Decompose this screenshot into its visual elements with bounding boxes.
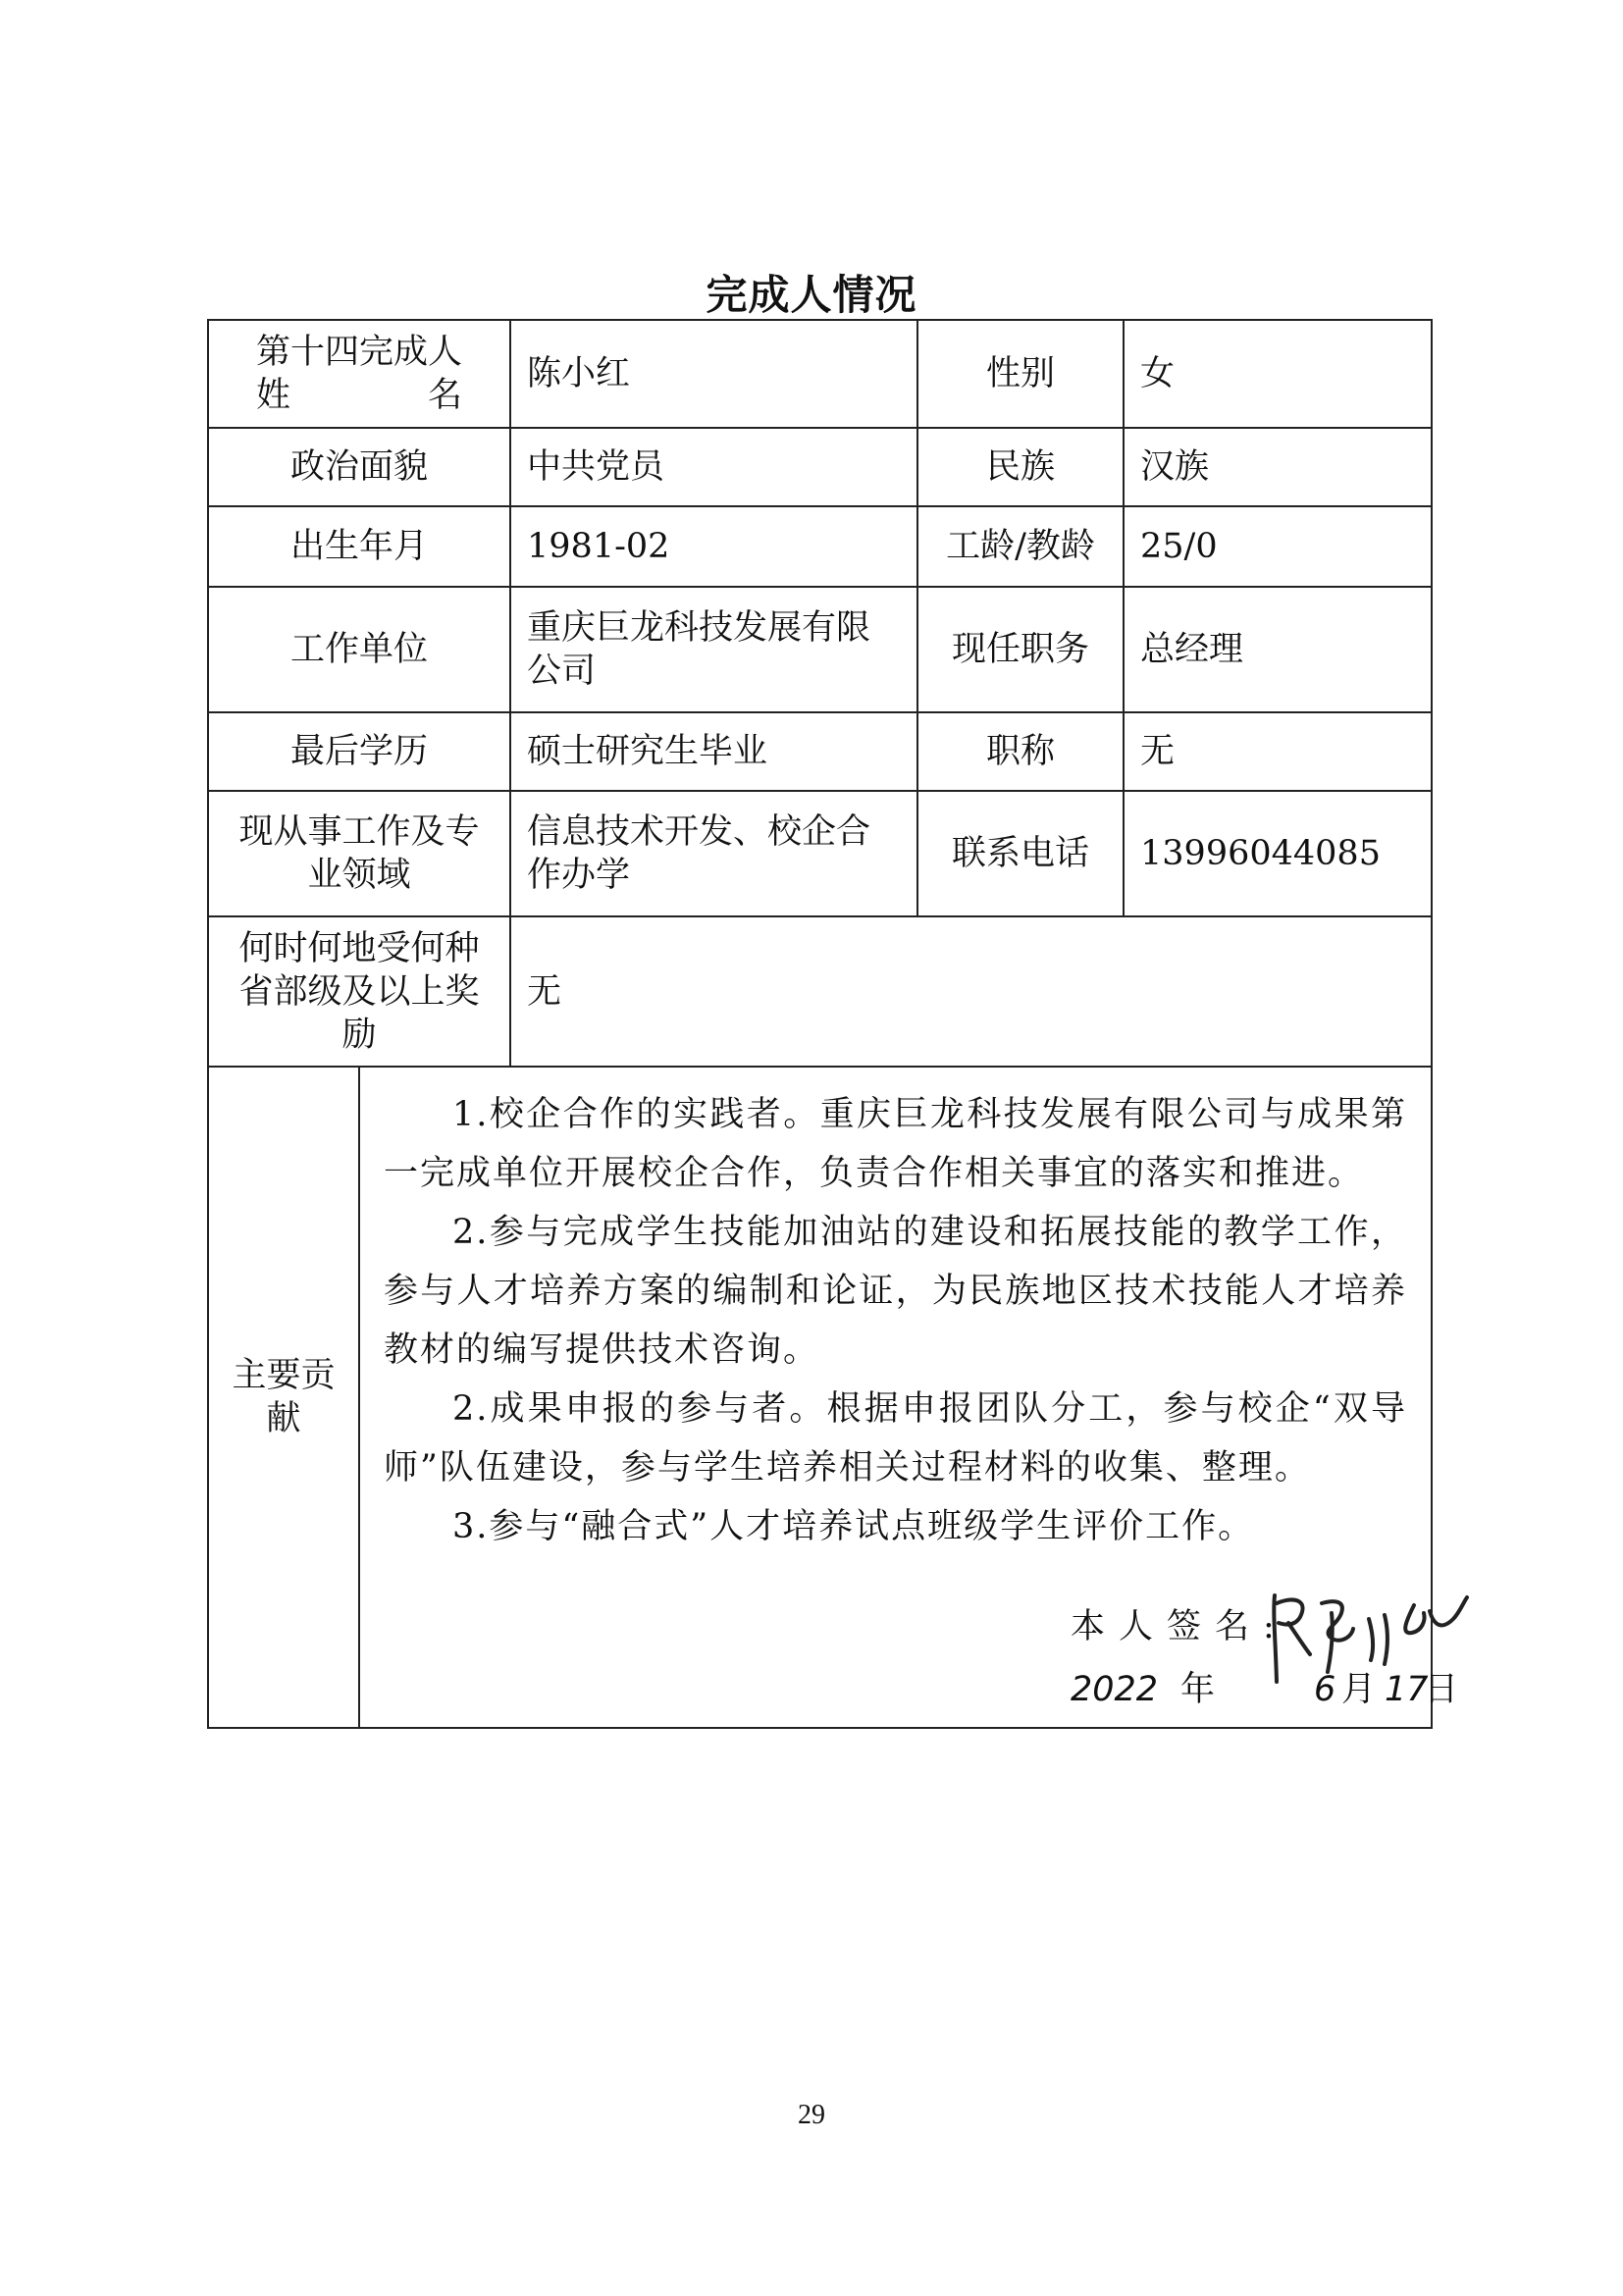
gender-label: 性别 bbox=[917, 320, 1124, 428]
date-day: 17 bbox=[1385, 1670, 1429, 1709]
contribution-item-3: 2.成果申报的参与者。根据申报团队分工，参与校企“双导师”队伍建设，参与学生培养相关过程材料的收集、整理。 bbox=[384, 1389, 1408, 1487]
employer-label: 工作单位 bbox=[208, 587, 510, 712]
education-label: 最后学历 bbox=[208, 712, 510, 791]
birth-value: 1981-02 bbox=[510, 506, 917, 587]
position-value: 总经理 bbox=[1124, 587, 1432, 712]
ethnicity-value: 汉族 bbox=[1124, 428, 1432, 506]
completer-info-table bbox=[207, 319, 1459, 1729]
position-label: 现任职务 bbox=[917, 587, 1124, 712]
contribution-item-1: 1.校企合作的实践者。重庆巨龙科技发展有限公司与成果第一完成单位开展校企合作，负责合作相关事宜的落实和推进。 bbox=[384, 1095, 1408, 1193]
gender-value: 女 bbox=[1124, 320, 1432, 428]
ethnicity-label: 民族 bbox=[917, 428, 1124, 506]
title-rank-label: 职称 bbox=[917, 712, 1124, 791]
signature-label: 本人签名: bbox=[1071, 1607, 1288, 1646]
title-rank-value: 无 bbox=[1124, 712, 1432, 791]
date-year-unit: 年 bbox=[1180, 1670, 1216, 1709]
seniority-value: 25/0 bbox=[1124, 506, 1432, 587]
contribution-item-4: 3.参与“融合式”人才培养试点班级学生评价工作。 bbox=[452, 1507, 1255, 1546]
page-number: 29 bbox=[798, 2100, 825, 2130]
date-year: 2022 bbox=[1071, 1670, 1159, 1709]
field-label: 现从事工作及专业领域 bbox=[208, 791, 510, 916]
phone-value: 13996044085 bbox=[1124, 791, 1432, 916]
signature-area bbox=[384, 1556, 1459, 1713]
awards-value: 无 bbox=[510, 916, 1432, 1067]
seniority-label: 工龄/教龄 bbox=[917, 506, 1124, 587]
contributions-label: 主要贡献 bbox=[208, 1067, 359, 1728]
phone-label: 联系电话 bbox=[917, 791, 1124, 916]
awards-label: 何时何地受何种省部级及以上奖励 bbox=[208, 916, 510, 1067]
name-value: 陈小红 bbox=[510, 320, 917, 428]
date-day-unit: 日 bbox=[1424, 1670, 1459, 1709]
form-title: 完成人情况 bbox=[706, 271, 917, 319]
row-contributions bbox=[208, 1067, 1432, 1728]
education-value: 硕士研究生毕业 bbox=[510, 712, 917, 791]
row-field bbox=[208, 791, 1432, 916]
row-name bbox=[208, 320, 1432, 428]
row-awards bbox=[208, 916, 1432, 1067]
row-education bbox=[208, 712, 1432, 791]
name-label-cell bbox=[208, 320, 510, 428]
row-politics bbox=[208, 428, 1432, 506]
date-month: 6 bbox=[1314, 1670, 1336, 1709]
row-employer bbox=[208, 587, 1432, 712]
politics-value: 中共党员 bbox=[510, 428, 917, 506]
birth-label: 出生年月 bbox=[208, 506, 510, 587]
field-value: 信息技术开发、校企合作办学 bbox=[510, 791, 917, 916]
name-label-line-2: 姓 名 bbox=[256, 376, 463, 415]
politics-label: 政治面貌 bbox=[208, 428, 510, 506]
name-label-line-1: 第十四完成人 bbox=[256, 333, 463, 372]
contributions-cell bbox=[359, 1067, 1459, 1728]
employer-value: 重庆巨龙科技发展有限公司 bbox=[510, 587, 917, 712]
row-birth bbox=[208, 506, 1432, 587]
contribution-item-2: 2.参与完成学生技能加油站的建设和拓展技能的教学工作，参与人才培养方案的编制和论证，为民族地区技术技能人才培养教材的编写提供技术咨询。 bbox=[384, 1213, 1408, 1370]
date-month-unit: 月 bbox=[1341, 1670, 1377, 1709]
